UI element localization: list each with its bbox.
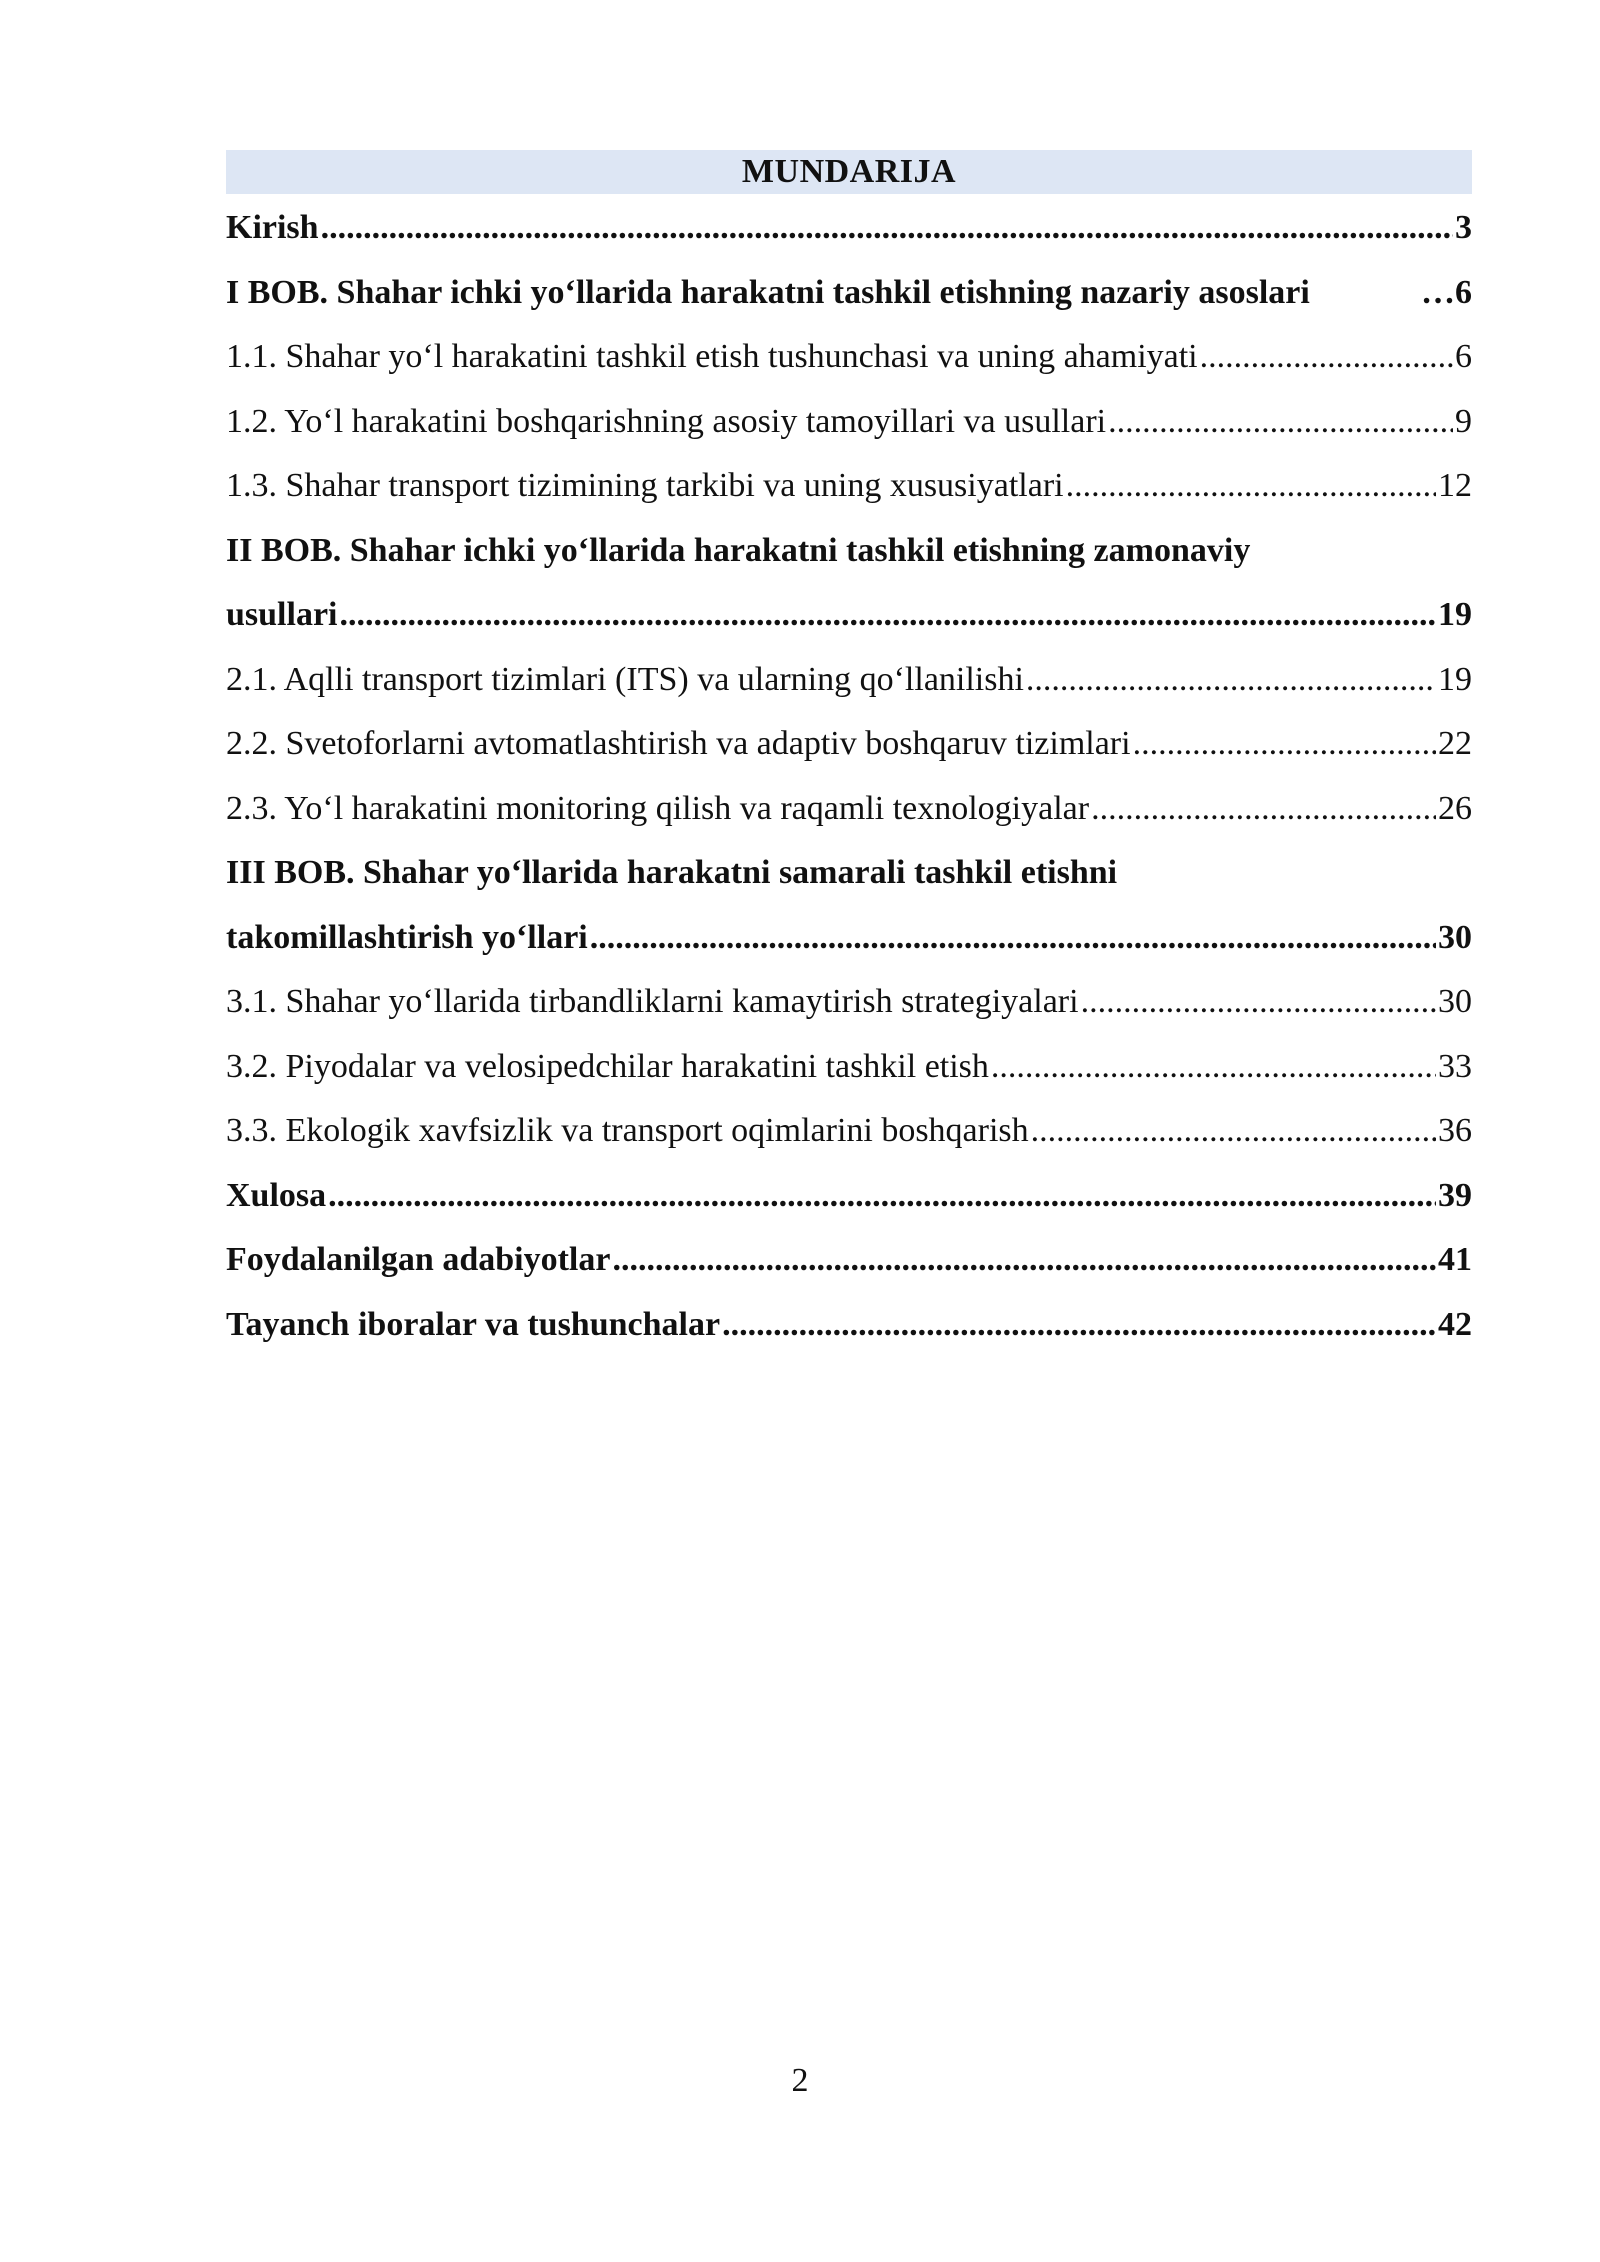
toc-leader-dots (328, 1164, 1436, 1229)
toc-entry-page: 39 (1438, 1176, 1472, 1214)
toc-entry-chapter-2-line1[interactable] (226, 519, 1472, 584)
toc-entry-chapter-1[interactable] (226, 261, 1472, 326)
toc-entry-label: 2.3. Yo‘l harakatini monitoring qilish va raqamli texnologiyalar (226, 789, 1090, 827)
toc-entry-section-1-3[interactable] (226, 454, 1472, 519)
toc-leader-dots (590, 906, 1436, 971)
toc-leader-dots (1200, 325, 1453, 390)
toc-entry-page: 3 (1455, 209, 1472, 246)
toc-leader-dots (339, 583, 1436, 648)
toc-entry-page: 36 (1438, 1112, 1472, 1149)
toc-entry-label: 2.1. Aqlli transport tizimlari (ITS) va ularning qo‘llanilishi (226, 660, 1024, 698)
toc-leader-dots (1031, 1099, 1436, 1164)
toc-entry-page: 30 (1438, 983, 1472, 1020)
toc-entry-label: 3.2. Piyodalar va velosipedchilar harakatini tashkil etish (226, 1047, 989, 1085)
toc-entry-page: 9 (1455, 402, 1472, 440)
toc-entry-section-3-2[interactable] (226, 1035, 1472, 1100)
toc-entry-conclusion[interactable] (226, 1164, 1472, 1229)
toc-entry-section-1-2[interactable] (226, 390, 1472, 455)
toc-leader-dots (1133, 712, 1436, 777)
toc-leader-dots (1091, 777, 1436, 842)
toc-entry-label: 2.2. Svetoforlarni avtomatlashtirish va adaptiv boshqaruv tizimlari (226, 725, 1131, 762)
toc-entry-references[interactable] (226, 1228, 1472, 1293)
toc-entry-label: III BOB. Shahar yo‘llarida harakatni samarali tashkil etishni (226, 854, 1118, 891)
page-number: 2 (791, 2062, 809, 2099)
toc-entry-label: I BOB. Shahar ichki yo‘llarida harakatni tashkil etishning nazariy asoslari (226, 273, 1310, 311)
toc-entry-label: Kirish (226, 209, 319, 246)
toc-entry-section-2-1[interactable] (226, 648, 1472, 713)
toc-leader-dots (612, 1228, 1436, 1293)
toc-entry-page: 26 (1438, 789, 1472, 827)
toc-entry-label: Xulosa (226, 1176, 327, 1214)
toc-entry-chapter-2-line2[interactable] (226, 583, 1472, 648)
toc-entry-page: 42 (1438, 1305, 1472, 1343)
toc-entry-page: 22 (1438, 725, 1472, 762)
toc-entry-label: usullari (226, 596, 338, 633)
toc-leader-dots (1421, 261, 1455, 326)
toc-entry-label: 3.3. Ekologik xavfsizlik va transport oqimlarini boshqarish (226, 1112, 1029, 1149)
toc-entry-page: 41 (1438, 1241, 1472, 1278)
toc-leader-dots (1026, 648, 1436, 713)
toc-leader-dots (991, 1035, 1436, 1100)
toc-entry-label: Tayanch iboralar va tushunchalar (226, 1305, 721, 1343)
toc-entry-page: 12 (1438, 467, 1472, 504)
toc-entry-label: 1.1. Shahar yo‘l harakatini tashkil etish tushunchasi va uning ahamiyati (226, 338, 1198, 375)
toc-entry-section-3-3[interactable] (226, 1099, 1472, 1164)
toc-entry-introduction[interactable] (226, 196, 1472, 261)
toc-entry-label: takomillashtirish yo‘llari (226, 918, 588, 956)
toc-leader-dots (1066, 454, 1436, 519)
toc-title: MUNDARIJA (226, 150, 1472, 194)
toc-entry-page: 6 (1455, 338, 1472, 375)
toc-entry-section-1-1[interactable] (226, 325, 1472, 390)
toc-entry-page: 30 (1438, 918, 1472, 956)
toc-entry-section-2-2[interactable] (226, 712, 1472, 777)
toc-entry-section-3-1[interactable] (226, 970, 1472, 1035)
toc-entry-glossary[interactable] (226, 1293, 1472, 1358)
toc-entry-chapter-3-line1[interactable] (226, 841, 1472, 906)
toc-leader-dots (1081, 970, 1436, 1035)
toc-entry-page: 19 (1438, 596, 1472, 633)
toc-entry-label: 3.1. Shahar yo‘llarida tirbandliklarni kamaytirish strategiyalari (226, 983, 1079, 1020)
toc-leader-dots (321, 196, 1453, 261)
toc-entry-section-2-3[interactable] (226, 777, 1472, 842)
toc-entry-page: 6 (1455, 273, 1472, 311)
toc-entry-label: II BOB. Shahar ichki yo‘llarida harakatni tashkil etishning zamonaviy (226, 531, 1251, 569)
table-of-contents (226, 150, 1472, 1357)
toc-leader-dots (722, 1293, 1436, 1358)
toc-leader-dots (1108, 390, 1453, 455)
toc-entry-label: 1.2. Yo‘l harakatini boshqarishning asosiy tamoyillari va usullari (226, 402, 1107, 440)
toc-entry-page: 19 (1438, 660, 1472, 698)
toc-entry-label: 1.3. Shahar transport tizimining tarkibi va uning xususiyatlari (226, 467, 1064, 504)
toc-entry-label: Foydalanilgan adabiyotlar (226, 1241, 611, 1278)
toc-entry-chapter-3-line2[interactable] (226, 906, 1472, 971)
toc-entry-page: 33 (1438, 1047, 1472, 1085)
